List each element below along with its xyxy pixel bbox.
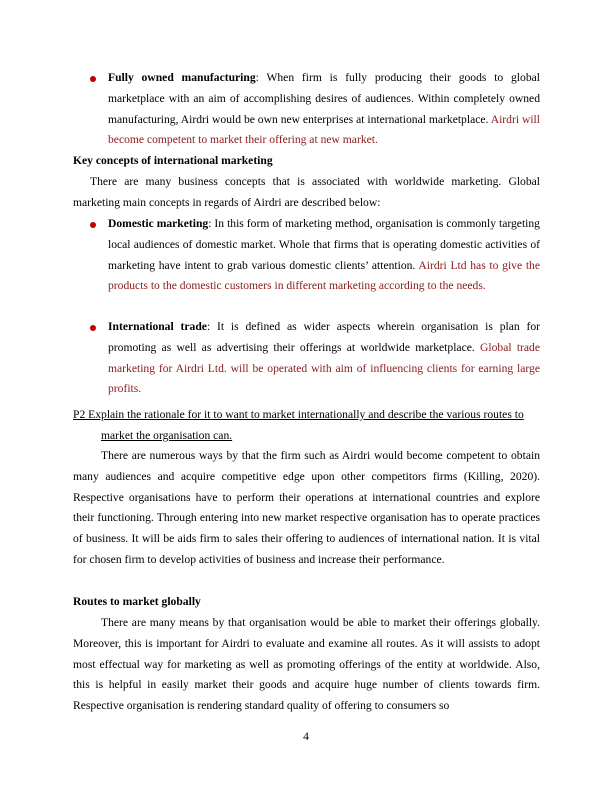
- bullet-red-text: Airdri will become competent to market their offering at new market.: [108, 112, 540, 147]
- bullet-red-text: Airdri Ltd has to give the products to the domestic customers in different marketing according to the needs.: [108, 258, 540, 293]
- p2-heading-line1: P2 Explain the rationale for it to want to market internationally and describe the various routes to: [73, 408, 524, 421]
- bullet-text: : When firm is fully producing their goods to global marketplace with an aim of accomplishing desires of audiences. Within completely owned manufacturing, Airdri would be own new enterprises at international marketplace.: [108, 71, 540, 126]
- heading-key-concepts: Key concepts of international marketing: [73, 154, 273, 167]
- key-concepts-intro: There are many business concepts that is associated with worldwide marketing. Global marketing main concepts in regards of Airdri are described below:: [73, 175, 540, 209]
- bullet-domestic-marketing: [108, 214, 540, 297]
- bullet-text: : It is defined as wider aspects wherein organisation is plan for promoting as well as advertising their offerings at worldwide marketplace.: [108, 320, 541, 354]
- bullet-fully-owned-manufacturing: [108, 68, 540, 151]
- bullet-red-text: Global trade marketing for Airdri Ltd. will be operated with aim of influencing clients for earning large profits.: [108, 340, 540, 396]
- bullet-icon: [90, 76, 96, 82]
- bullet-international-trade: [108, 317, 540, 400]
- page-number: 4: [303, 730, 309, 743]
- p2-paragraph: There are numerous ways by that the firm such as Airdri would become competent to obtain many audiences and acquire competitive edge upon other competitors firms (Killing, 2020). Respective organisations have to perform their operations at international countries and explore their functioning. Through entering into new market respective organisation has to operate practices of business. It will be aids firm to sales their offering to audiences of international nation. It is vital for chosen firm to develop activities of business and increase their performance.: [73, 449, 540, 566]
- bullet-term: Fully owned manufacturing: [108, 71, 256, 84]
- bullet-icon: [90, 325, 96, 331]
- heading-routes: Routes to market globally: [73, 595, 201, 608]
- routes-paragraph: There are many means by that organisation would be able to market their offerings globally. Moreover, this is important for Airdri to evaluate and examine all routes. As it will assists to adopt most effectual way for marketing as well as promoting offerings of the entity at worldwide. Also, this is helpful in easily market their goods and acquire huge number of clients towards firm. Respective organisation is rendering standard quality of offering to consumers so: [73, 616, 540, 713]
- p2-heading-line2: market the organisation can.: [101, 428, 233, 442]
- p2-heading: [73, 405, 540, 447]
- bullet-icon: [90, 222, 96, 228]
- bullet-text: : In this form of marketing method, organisation is commonly targeting local audiences of domestic market. Whole that firms that is operating domestic activities of marketing have intent to grab various domestic clients’ attention.: [108, 217, 540, 272]
- bullet-term: International trade: [108, 320, 207, 333]
- bullet-term: Domestic marketing: [108, 217, 209, 230]
